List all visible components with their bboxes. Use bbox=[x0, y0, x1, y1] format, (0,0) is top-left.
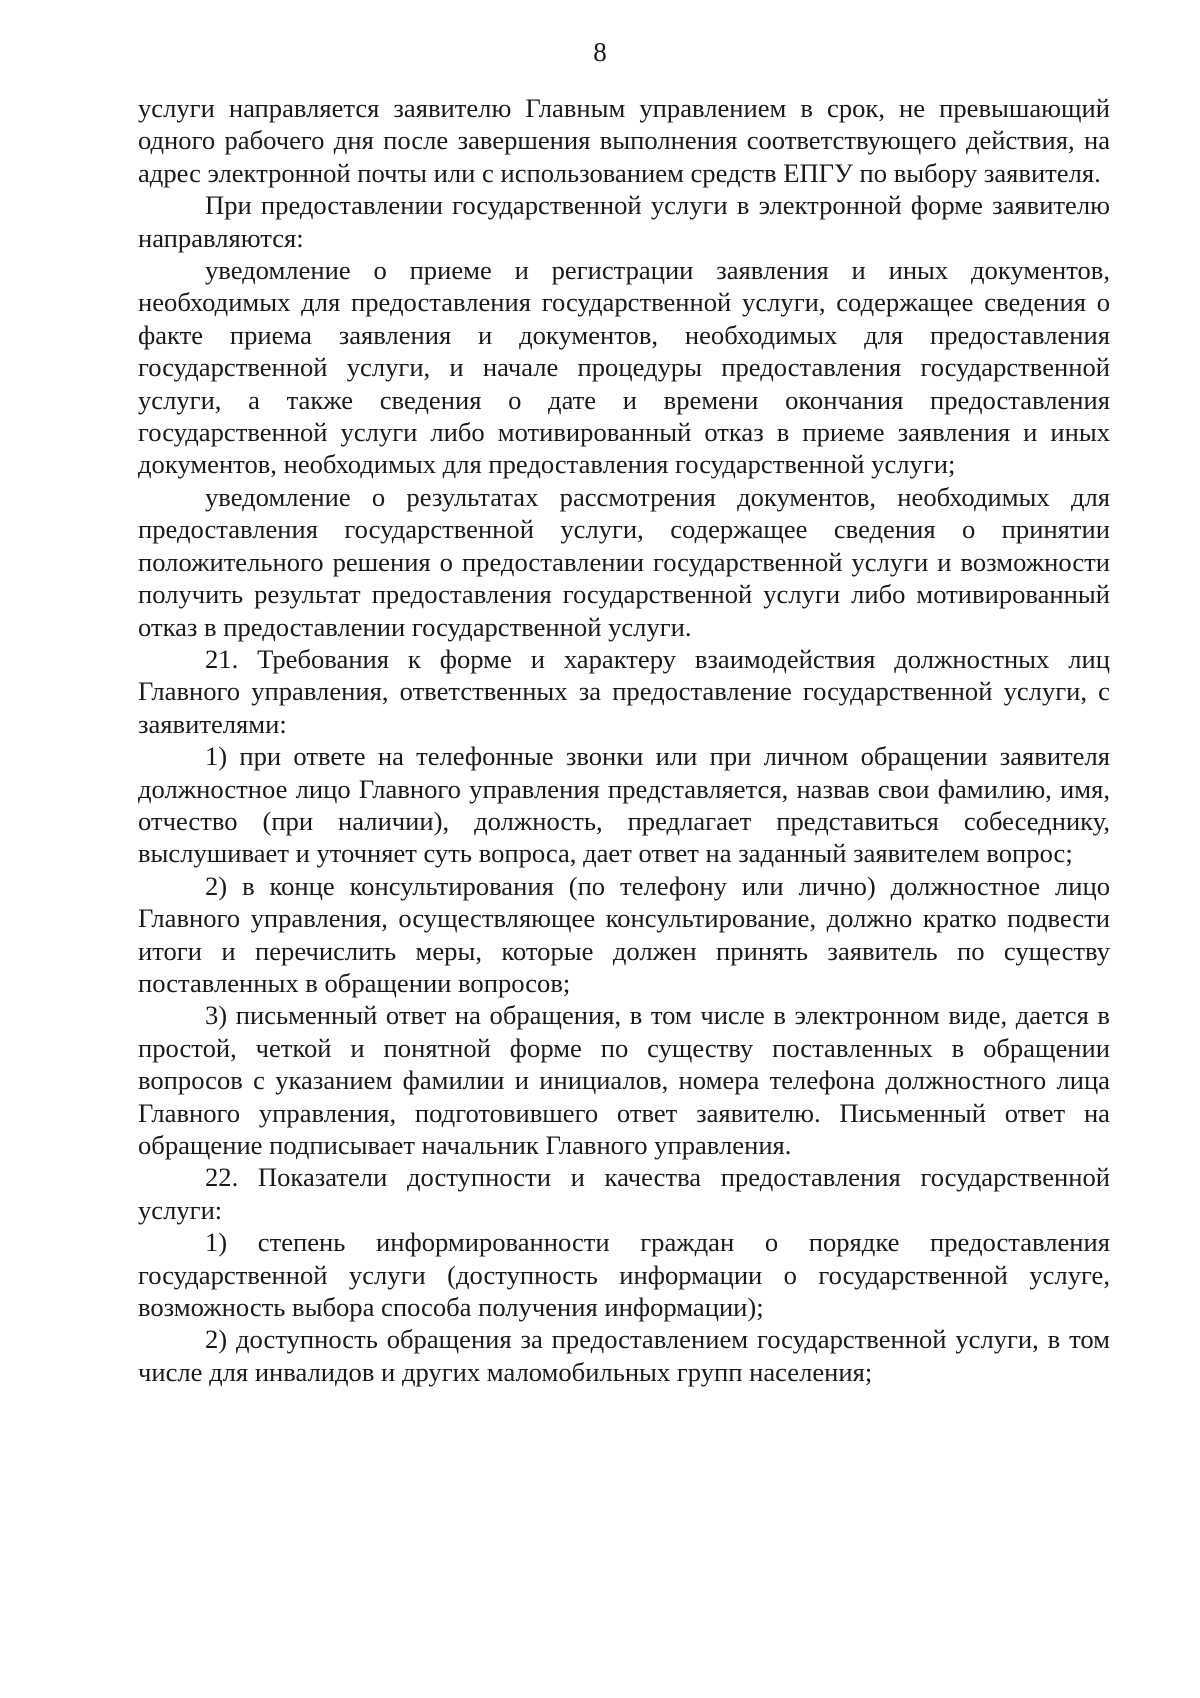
paragraph-section-22: 22. Показатели доступности и качества предоставления государственной услуги: bbox=[138, 1162, 1110, 1225]
paragraph-section-21-item-2: 2) в конце консультирования (по телефону или лично) должностное лицо Главного управления, осуществляющее консультирование, должно кратко подвести итоги и перечислить меры, которые должен принять заявитель по существу поставленных в обращении вопросов; bbox=[138, 870, 1110, 998]
document-body bbox=[138, 92, 1110, 1388]
paragraph-continuation: услуги направляется заявителю Главным управлением в срок, не превышающий одного рабочего дня после завершения выполнения соответствующего действия, на адрес электронной почты или с использованием средств ЕПГУ по выбору заявителя. bbox=[138, 93, 1110, 188]
paragraph-notification-results: уведомление о результатах рассмотрения документов, необходимых для предоставления государственной услуги, содержащее сведения о принятии положительного решения о предоставлении государственной услуги и возможности получить результат предоставления государственной услуги либо мотивированный отказ в предоставлении государственной услуги. bbox=[138, 481, 1110, 642]
paragraph-section-22-item-1: 1) степень информированности граждан о порядке предоставления государственной услуги (доступность информации о государственной услуге, возможность выбора способа получения информации); bbox=[138, 1227, 1110, 1323]
paragraph-section-22-item-2: 2) доступность обращения за предоставлением государственной услуги, в том числе для инвалидов и других маломобильных групп населения; bbox=[138, 1324, 1110, 1387]
paragraph-electronic-form-intro: При предоставлении государственной услуги в электронной форме заявителю направляются: bbox=[138, 190, 1110, 253]
paragraph-section-21-item-1: 1) при ответе на телефонные звонки или при личном обращении заявителя должностное лицо Главного управления представляется, назвав свои фамилию, имя, отчество (при наличии), должность, предлагает представиться собеседнику, выслушивает и уточняет суть вопроса, дает ответ на заданный заявителем вопрос; bbox=[138, 741, 1110, 869]
paragraph-notification-receipt: уведомление о приеме и регистрации заявления и иных документов, необходимых для предоставления государственной услуги, содержащее сведения о факте приема заявления и документов, необходимых для предоставления государственной услуги, и начале процедуры предоставления государственной услуги, а также сведения о дате и времени окончания предоставления государственной услуги либо мотивированный отказ в приеме заявления и иных документов, необходимых для предоставления государственной услуги; bbox=[138, 255, 1110, 480]
paragraph-section-21-item-3: 3) письменный ответ на обращения, в том числе в электронном виде, дается в простой, четкой и понятной форме по существу поставленных в обращении вопросов с указанием фамилии и инициалов, номера телефона должностного лица Главного управления, подготовившего ответ заявителю. Письменный ответ на обращение подписывает начальник Главного управления. bbox=[138, 1000, 1110, 1160]
page-number: 8 bbox=[593, 37, 607, 67]
paragraph-section-21: 21. Требования к форме и характеру взаимодействия должностных лиц Главного управления, ответственных за предоставление государственной услуги, с заявителями: bbox=[138, 643, 1110, 739]
